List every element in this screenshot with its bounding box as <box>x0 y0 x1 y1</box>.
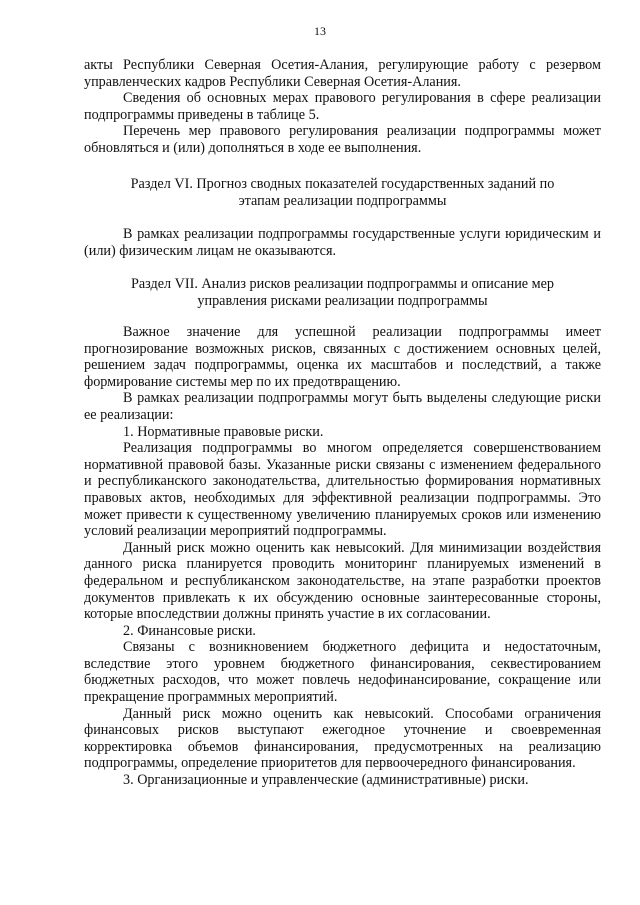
list-item-heading: 2. Финансовые риски. <box>123 622 256 639</box>
page-number: 13 <box>314 24 326 38</box>
intro-block <box>84 57 601 157</box>
section-7-paragraph: Данный риск можно оценить как невысокий. Способами ограничения финансовых рисков выступают ежегодное уточнение и своевременная корректировка объемов финансирования, предусмотренных на реализацию подпрограммы, определение приоритетов для первоочередного финансирования. <box>84 705 601 772</box>
section-7-paragraph: Реализация подпрограммы во многом определяется совершенствованием нормативной правовой базы. Указанные риски связаны с изменением федерального и республиканского законодательства, длительностью формирования нормативных правовых актов, необходимых для эффективной реализации подпрограммы. Это может привести к существенному увеличению планируемых сроков или изменению условий реализации мероприятий подпрограммы. <box>84 440 601 540</box>
section-7-paragraph: Данный риск можно оценить как невысокий. Для минимизации воздействия данного риска планируется проводить мониторинг планируемых изменений в федеральном и республиканском законодательстве, на этапе разработки проектов документов привлекать к их обсуждению основные заинтересованные стороны, которые впоследствии должны принять участие в их согласовании. <box>84 539 601 623</box>
intro-paragraph: акты Республики Северная Осетия-Алания, регулирующие работу с резервом управленческих кадров Республики Северная Осетия-Алания. <box>84 57 601 90</box>
section-7-paragraph: В рамках реализации подпрограммы могут быть выделены следующие риски ее реализации: <box>84 390 601 423</box>
section-7-paragraph: Важное значение для успешной реализации подпрограммы имеет прогнозирование возможных рисков, связанных с достижением основных целей, решением задач подпрограммы, оценка их масштабов и последствий, а также формирование системы мер по их предотвращению. <box>84 324 601 390</box>
section-7-body <box>84 324 601 789</box>
section-7-title: Раздел VII. Анализ рисков реализации подпрограммы и описание мер управления рисками реализации подпрограммы <box>130 276 555 309</box>
list-item-heading: 3. Организационные и управленческие (административные) риски. <box>123 772 529 789</box>
section-6-body <box>84 226 601 259</box>
section-6-paragraph: В рамках реализации подпрограммы государственные услуги юридическим и (или) физическим лицам не оказываются. <box>84 226 601 259</box>
section-6-title: Раздел VI. Прогноз сводных показателей государственных заданий по этапам реализации подпрограммы <box>130 176 555 209</box>
list-item-heading: 1. Нормативные правовые риски. <box>123 423 324 440</box>
intro-paragraph: Перечень мер правового регулирования реализации подпрограммы может обновляться и (или) дополняться в ходе ее выполнения. <box>84 123 601 156</box>
intro-paragraph: Сведения об основных мерах правового регулирования в сфере реализации подпрограммы приведены в таблице 5. <box>84 90 601 123</box>
section-7-heading-block <box>84 276 601 309</box>
section-6-heading-block <box>84 176 601 209</box>
section-7-paragraph: Связаны с возникновением бюджетного дефицита и недостаточным, вследствие этого уровнем бюджетного финансирования, секвестированием бюджетных расходов, что может повлечь недофинансирование, сокращение или прекращение программных мероприятий. <box>84 639 601 706</box>
